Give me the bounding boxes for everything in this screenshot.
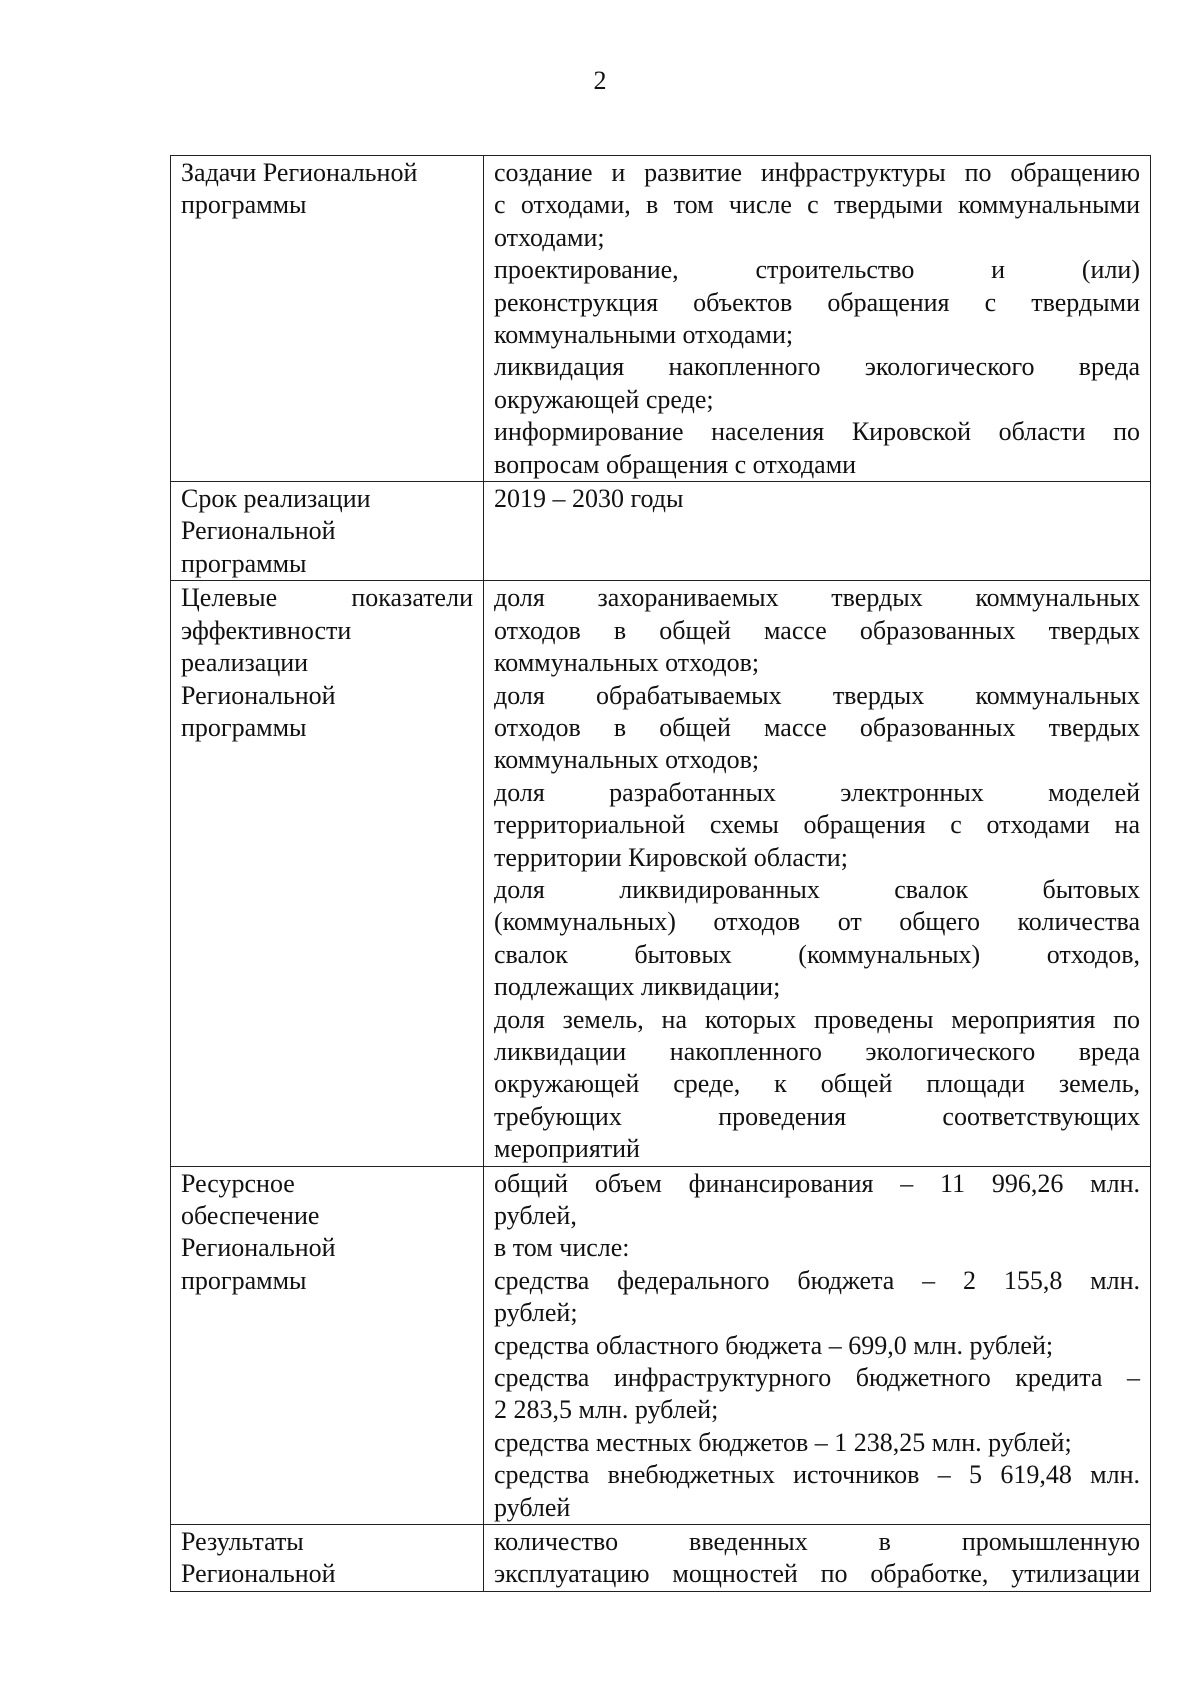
- table-row: [171, 1525, 1151, 1592]
- row-label-line: Региональной: [181, 1559, 336, 1589]
- row-label-cell: [171, 1525, 484, 1592]
- row-label-line: Региональной: [181, 516, 336, 546]
- row-content-cell: [484, 482, 1151, 581]
- row-content-line: доля земель, на которых проведены мероприятия по: [494, 1004, 1140, 1034]
- row-content-line: общий объем финансирования – 11 996,26 млн.: [494, 1168, 1140, 1198]
- row-label-cell: [171, 156, 484, 482]
- row-content-line: рублей,: [494, 1201, 577, 1230]
- row-content-line: реконструкция объектов обращения с твердыми: [494, 287, 1140, 317]
- row-content-line: проектирование, строительство и (или): [494, 255, 1140, 285]
- table-row: [171, 581, 1151, 1166]
- row-content-line: средства внебюджетных источников – 5 619,48 млн.: [494, 1460, 1140, 1490]
- row-content-line: доля ликвидированных свалок бытовых: [494, 874, 1140, 904]
- row-label-line: обеспечение: [181, 1201, 320, 1230]
- row-content-line: территориальной схемы обращения с отходами на: [494, 810, 1140, 840]
- row-content-line: отходов в общей массе образованных твердых: [494, 712, 1140, 742]
- table-row: [171, 156, 1151, 482]
- row-content-line: доля захораниваемых твердых коммунальных: [494, 583, 1140, 613]
- row-content-line: эксплуатацию мощностей по обработке, утилизации: [494, 1559, 1140, 1589]
- row-content-line: средства федерального бюджета – 2 155,8 млн.: [494, 1265, 1140, 1295]
- row-content-line: (коммунальных) отходов от общего количества: [494, 907, 1140, 937]
- page-number: 2: [593, 66, 607, 95]
- row-content-line: мероприятий: [494, 1134, 640, 1164]
- row-content-line: коммунальных отходов;: [494, 648, 760, 678]
- table-row: [171, 1166, 1151, 1524]
- row-content-cell: [484, 581, 1151, 1166]
- row-content-cell: [484, 1166, 1151, 1524]
- row-content-line: доля обрабатываемых твердых коммунальных: [494, 680, 1140, 710]
- row-content-line: окружающей среде, к общей площади земель,: [494, 1069, 1140, 1099]
- table-row: [171, 482, 1151, 581]
- row-content-line: средства инфраструктурного бюджетного кредита –: [494, 1363, 1140, 1393]
- row-content-line: с отходами, в том числе с твердыми коммунальными: [494, 190, 1140, 220]
- row-content-line: территории Кировской области;: [494, 842, 848, 872]
- program-passport-table: [170, 155, 1151, 1592]
- row-label-line: реализации: [181, 648, 309, 678]
- row-content-line: информирование населения Кировской области по: [494, 417, 1140, 447]
- row-label-line: Задачи Региональной: [181, 158, 418, 187]
- row-label-line: эффективности: [181, 615, 352, 645]
- row-content-line: окружающей среде;: [494, 384, 714, 414]
- row-content-line: отходов в общей массе образованных твердых: [494, 615, 1140, 645]
- row-label-line: Срок реализации: [181, 484, 371, 514]
- row-content-line: доля разработанных электронных моделей: [494, 777, 1140, 807]
- row-content-line: подлежащих ликвидации;: [494, 972, 781, 1002]
- row-content-line: количество введенных в промышленную: [494, 1527, 1140, 1557]
- row-label-line: программы: [181, 712, 307, 742]
- row-content-line: рублей;: [494, 1298, 578, 1328]
- row-label-cell: [171, 482, 484, 581]
- row-content-line: отходами;: [494, 222, 605, 252]
- row-content-line: требующих проведения соответствующих: [494, 1101, 1140, 1131]
- row-content-line: ликвидации накопленного экологического вреда: [494, 1036, 1140, 1066]
- row-label-cell: [171, 581, 484, 1166]
- row-label-line: Результаты: [181, 1527, 304, 1557]
- table-body: [171, 156, 1151, 1592]
- row-content-line: средства областного бюджета – 699,0 млн. рублей;: [494, 1330, 1054, 1360]
- row-label-cell: [171, 1166, 484, 1524]
- row-content-cell: [484, 1525, 1151, 1592]
- row-content-line: в том числе:: [494, 1233, 630, 1263]
- row-label-line: программы: [181, 548, 307, 578]
- row-content-line: средства местных бюджетов – 1 238,25 млн. рублей;: [494, 1427, 1072, 1457]
- row-content-line: коммунальными отходами;: [494, 320, 794, 350]
- row-content-line: ликвидация накопленного экологического вреда: [494, 352, 1140, 382]
- row-label-line: программы: [181, 190, 307, 220]
- row-label-line: программы: [181, 1265, 307, 1295]
- row-content-line: вопросам обращения с отходами: [494, 449, 857, 479]
- row-label-line: Региональной: [181, 680, 336, 710]
- row-label-line: Региональной: [181, 1233, 336, 1263]
- row-label-line: Целевые показатели: [181, 583, 473, 613]
- row-content-line: свалок бытовых (коммунальных) отходов,: [494, 939, 1140, 969]
- row-content-line: рублей: [494, 1492, 571, 1522]
- row-label-line: Ресурсное: [181, 1168, 295, 1198]
- row-content-line: создание и развитие инфраструктуры по обращению: [494, 158, 1140, 187]
- row-content-line: 2019 – 2030 годы: [494, 484, 684, 514]
- row-content-line: коммунальных отходов;: [494, 745, 760, 775]
- row-content-cell: [484, 156, 1151, 482]
- row-content-line: 2 283,5 млн. рублей;: [494, 1395, 719, 1425]
